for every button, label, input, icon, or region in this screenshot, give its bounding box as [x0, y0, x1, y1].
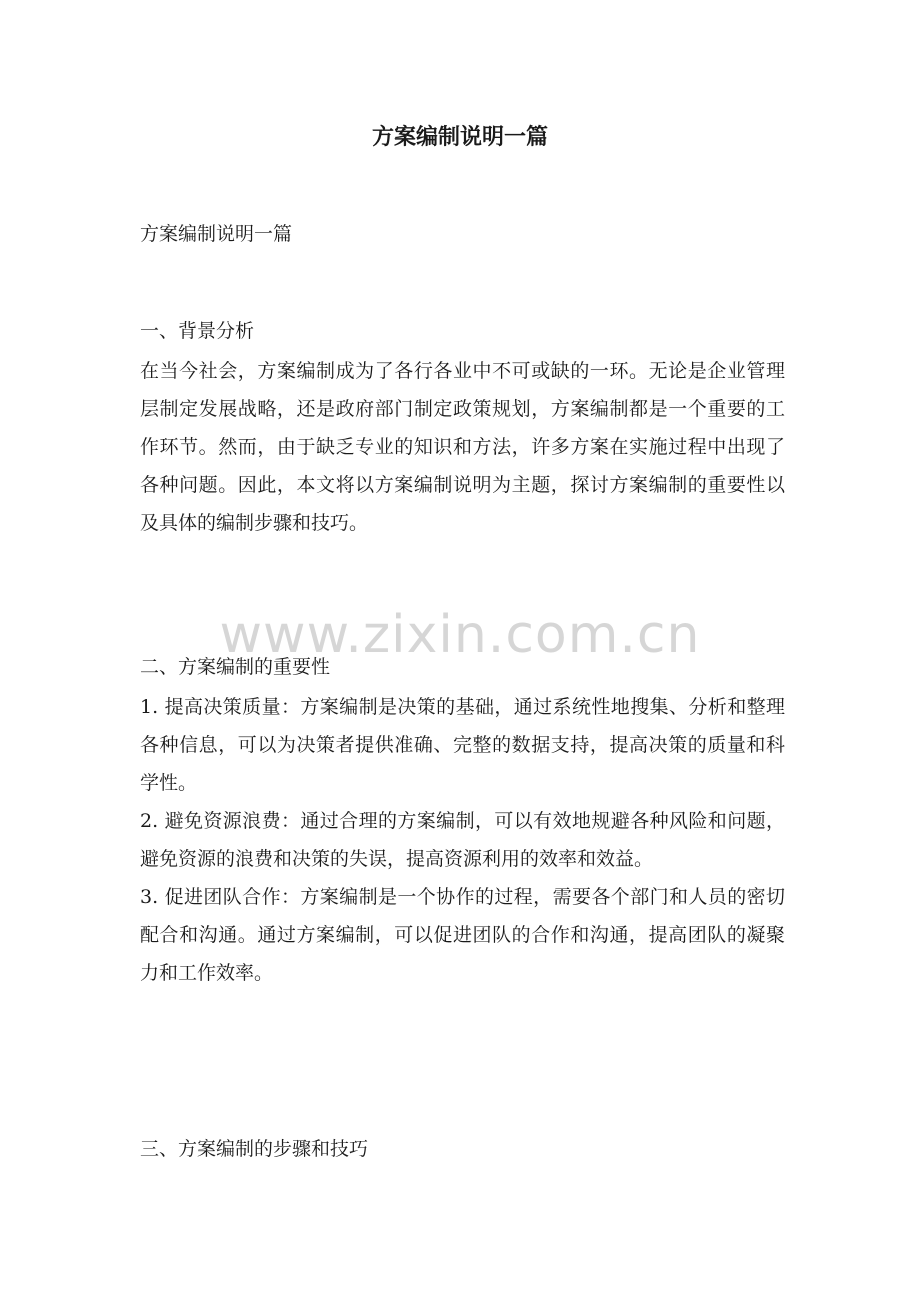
section-importance — [140, 646, 785, 992]
section-heading: 一、背景分析 — [140, 320, 255, 342]
section-heading: 三、方案编制的步骤和技巧 — [140, 1138, 369, 1160]
paragraph: 在当今社会，方案编制成为了各行各业中不可或缺的一环。无论是企业管理层制定发展战略，还是政府部门制定政策规划，方案编制都是一个重要的工作环节。然而，由于缺乏专业的知识和方法，许多方案在实施过程中出现了各种问题。因此，本文将以方案编制说明为主题，探讨方案编制的重要性以及具体的编制步骤和技巧。 — [140, 360, 785, 534]
list-item: 3. 促进团队合作：方案编制是一个协作的过程，需要各个部门和人员的密切配合和沟通。通过方案编制，可以促进团队的合作和沟通，提高团队的凝聚力和工作效率。 — [140, 886, 785, 984]
section-background — [140, 310, 785, 542]
watermark: www.zixin.com.cn — [219, 605, 701, 665]
section-steps — [140, 1128, 785, 1170]
list-item: 1. 提高决策质量：方案编制是决策的基础，通过系统性地搜集、分析和整理各种信息，可以为决策者提供准确、完整的数据支持，提高决策的质量和科学性。 — [140, 696, 785, 794]
document-subtitle: 方案编制说明一篇 — [140, 223, 293, 245]
list-item: 2. 避免资源浪费：通过合理的方案编制，可以有效地规避各种风险和问题，避免资源的浪费和决策的失误，提高资源利用的效率和效益。 — [140, 810, 785, 870]
section-heading: 二、方案编制的重要性 — [140, 656, 331, 678]
document-title: 方案编制说明一篇 — [371, 124, 548, 150]
